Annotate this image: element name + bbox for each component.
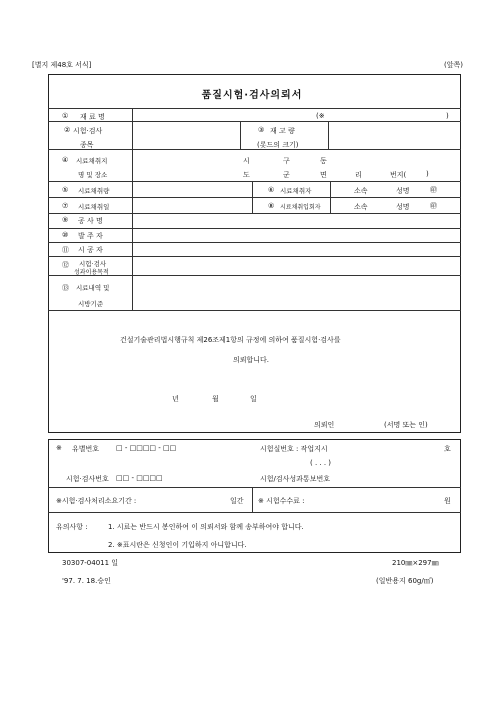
addr-do: 도 xyxy=(243,171,250,179)
material-name-label: 재 료 명 xyxy=(80,113,105,121)
request-statement-2: 의뢰합니다. xyxy=(233,356,270,364)
test-number-value: □□ - □□□□ xyxy=(116,474,163,482)
material-name-note: (※ xyxy=(316,112,325,120)
addr-dong: 동 xyxy=(320,157,327,165)
sampler-name: 성명 xyxy=(396,187,410,195)
category-label: 유별번호 xyxy=(72,445,100,453)
note-1: 1. 시료는 반드시 봉인하여 이 의뢰서와 함께 송부하여야 합니다. xyxy=(108,523,304,531)
addr-myeon: 면 xyxy=(320,171,327,179)
row-num: ② xyxy=(64,126,71,134)
lab-number-ho: 호 xyxy=(444,445,451,453)
addr-beonji: 번지( xyxy=(390,171,407,179)
report-number-label: 시험/검사성과통보번호 xyxy=(260,475,330,483)
grid-line xyxy=(48,197,461,198)
form-code: 30307-04011 일 xyxy=(62,559,119,567)
addr-gun: 군 xyxy=(283,171,290,179)
purpose-label: 시험·검사 xyxy=(79,260,107,268)
lab-number: 시험실번호 : 작업지시 xyxy=(260,445,328,453)
note-2: 2. ※표시란은 신청인이 기입하지 아니합니다. xyxy=(108,541,247,549)
request-statement: 건설기술관리법시행규칙 제26조제1항의 규정에 의하여 품질시험·검사를 xyxy=(120,336,341,344)
grid-line xyxy=(240,121,241,149)
category-value: □ - □□□□ - □□ xyxy=(116,444,177,452)
seal-mark: ㊞ xyxy=(430,202,437,210)
grid-line xyxy=(48,512,461,513)
form-number: [별지 제48호 서식] xyxy=(32,61,92,69)
grid-line xyxy=(252,487,253,512)
grid-line xyxy=(48,181,461,182)
row-num: ⑥ xyxy=(268,186,275,194)
row-num: ⑧ xyxy=(268,202,275,210)
form-title: 품질시험·검사의뢰서 xyxy=(201,90,303,101)
sampling-place-label2: 명 및 장소 xyxy=(78,171,108,179)
row-num: ⑨ xyxy=(62,216,69,224)
sampler-affil: 소속 xyxy=(354,187,368,195)
grid-line xyxy=(48,242,461,243)
fee-label: ※ 시험수수료 : xyxy=(258,497,305,505)
sample-date-label: 시료채취일 xyxy=(78,203,110,211)
grid-line xyxy=(48,256,461,257)
row-num: ⑩ xyxy=(62,231,69,239)
date-month: 월 xyxy=(212,395,219,403)
office-note-mark: ※ xyxy=(56,444,62,452)
requester-label: 의뢰인 xyxy=(314,421,335,429)
client-label: 발 주 자 xyxy=(78,232,103,240)
grid-line xyxy=(48,275,461,276)
addr-si: 시 xyxy=(243,157,250,165)
row-num: ① xyxy=(62,112,69,120)
date-year: 년 xyxy=(172,395,179,403)
paper-size-note: (앞쪽) xyxy=(444,61,463,69)
sample-qty-label: 시료채취량 xyxy=(78,187,110,195)
grid-line xyxy=(132,108,133,310)
row-num: ⑫ xyxy=(62,261,69,269)
paper-size: 210㎜×297㎜ xyxy=(392,559,439,567)
grid-line xyxy=(330,181,331,213)
row-num: ⑦ xyxy=(62,202,69,210)
sampling-place-label: 시료채취지 xyxy=(76,157,108,165)
grid-line xyxy=(48,149,461,150)
addr-ri: 리 xyxy=(355,171,362,179)
grid-line xyxy=(48,108,461,109)
date-paren: ( . . . ) xyxy=(310,459,332,467)
test-number-label: 시험·검사번호 xyxy=(66,475,109,483)
grid-line xyxy=(48,213,461,214)
row-num: ③ xyxy=(258,126,265,134)
project-label: 공 사 명 xyxy=(78,217,103,225)
addr-gu: 구 xyxy=(283,157,290,165)
grid-line xyxy=(48,228,461,229)
fee-unit: 원 xyxy=(444,497,451,505)
details-label2: 시방기준 xyxy=(78,300,104,308)
grid-line xyxy=(252,181,253,213)
grid-line xyxy=(48,487,461,488)
approval-date: '97. 7. 18.승인 xyxy=(62,577,111,585)
row-num: ④ xyxy=(62,156,69,164)
witness-name: 성명 xyxy=(396,203,410,211)
row-num: ⑪ xyxy=(62,246,69,254)
test-type-label2: 종목 xyxy=(80,141,94,149)
notes-heading: 유의사항 : xyxy=(56,523,88,531)
period-label: ※시험·검사처리소요기간 : xyxy=(56,497,137,505)
paper-weight: (일반용지 60g/㎡) xyxy=(376,577,434,585)
witness-label: 시료채취입회자 xyxy=(280,204,321,211)
witness-affil: 소속 xyxy=(354,203,368,211)
seal-mark: ㊞ xyxy=(430,186,437,194)
period-unit: 일간 xyxy=(230,497,244,505)
grid-line xyxy=(48,121,461,122)
signature-label: (서명 또는 인) xyxy=(384,421,428,429)
material-qty-sub: (롯드의 크기) xyxy=(257,141,299,149)
material-qty-label: 재 고 량 xyxy=(270,127,295,135)
row-num: ⑬ xyxy=(62,284,69,292)
grid-line xyxy=(328,121,329,149)
contractor-label: 시 공 자 xyxy=(78,246,103,254)
sampler-label: 시료채취자 xyxy=(280,187,312,195)
row-num: ⑤ xyxy=(62,186,69,194)
material-name-close: ) xyxy=(446,112,449,120)
form-box xyxy=(48,74,461,433)
grid-line xyxy=(48,310,461,311)
purpose-label2: 성과이용목적 xyxy=(74,269,109,276)
test-type-label: 시험·검사 xyxy=(73,127,103,135)
addr-close: ) xyxy=(426,170,429,178)
date-day: 일 xyxy=(250,395,257,403)
details-label: 시료내역 및 xyxy=(76,284,110,292)
